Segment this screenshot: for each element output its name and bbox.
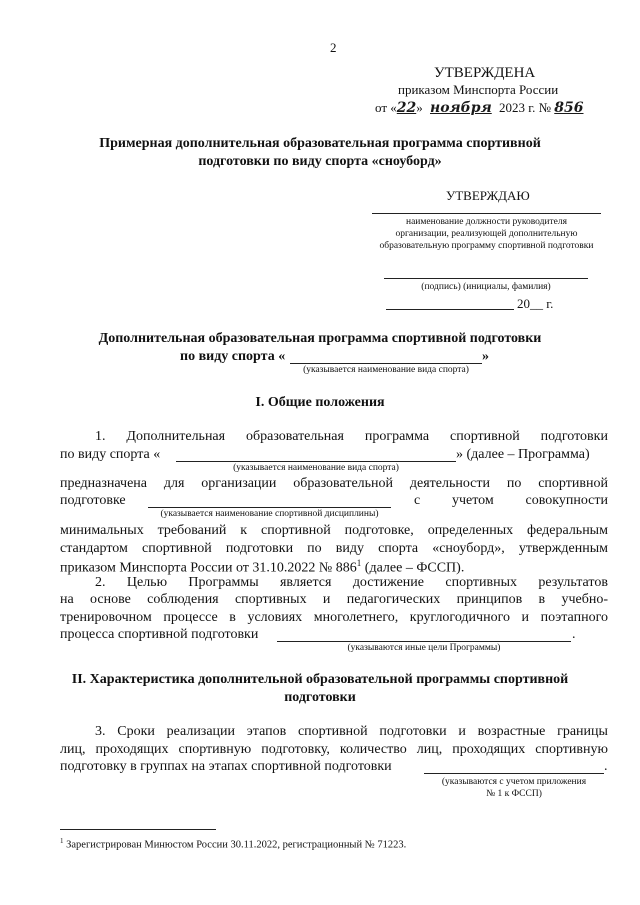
footnote [60,838,406,851]
approve-caption-2: организации, реализующей дополнительную [395,229,578,239]
p3-blank [424,773,604,774]
footnote-text: Зарегистрирован Минюстом России 30.11.2022, регистрационный № 71223. [63,839,407,851]
p2-caption: (указываются иные цели Программы) [347,643,501,653]
p1-line2-suffix: » (далее – Программа) [456,447,590,462]
p3-caption-1: (указываются с учетом приложения [441,777,587,787]
p1-line3: предназначена для организации образовательной деятельности по спортивной [60,476,608,491]
p1-sport-blank [176,461,456,462]
p3-line3: подготовку в группах на этапах спортивной подготовки [60,759,392,774]
p1-line6: стандартом спортивной подготовки по виду спорта «сноуборд», утвержденным [60,541,608,556]
program-heading-prefix: по виду спорта « [180,349,286,364]
approval-order-line: приказом Минспорта России [398,82,559,97]
program-heading-caption: (указывается наименование вида спорта) [303,365,469,375]
approve-position-line [372,213,601,214]
p1-line4-word: подготовке [60,493,126,508]
footnote-separator [60,829,216,830]
p3-line1: 3. Сроки реализации этапов спортивной подготовки и возрастные границы [95,724,608,739]
p2-line4-end: . [572,627,576,642]
program-heading-line1: Дополнительная образовательная программа спортивной подготовки [98,331,542,346]
p3-caption-2: № 1 к ФССП) [486,789,542,799]
signature-caption: (подпись) (инициалы, фамилия) [421,282,551,292]
handwritten-month: ноября [430,100,492,116]
p1-line7: приказом Минспорта России от 31.10.2022 № $886^1$ (далее – ФССП). [60,558,465,576]
section1-heading: I. Общие положения [255,395,385,410]
date-close-quote: » [416,100,423,115]
footnote-ref-mark: 1 [356,558,362,568]
doc-title-line2: подготовки по виду спорта «сноуборд» [198,154,442,169]
p1-discipline-blank [148,507,391,508]
approve-caption-3: образовательную программу спортивной подготовки [379,241,594,251]
p1-line2-prefix: по виду спорта « [60,447,161,462]
p1-line5: минимальных требований к спортивной подготовке, определенных федеральным [60,523,608,538]
section2-heading-line2: подготовки [284,690,356,705]
approve-title: УТВЕРЖДАЮ [446,188,530,203]
p2-line1: 2. Целью Программы является достижение спортивных результатов [95,575,608,590]
p3-line2: лиц, проходящих спортивную подготовку, количество лиц, проходящих спортивную [60,742,608,757]
handwritten-day: 22 [396,100,417,116]
p1-line1: 1. Дополнительная образовательная программа спортивной подготовки [95,429,608,444]
handwritten-order-number: 856 [554,100,584,116]
date-blank-line [386,309,514,310]
signature-line [384,278,588,279]
section2-heading-line1: II. Характеристика дополнительной образовательной программы спортивной [71,672,569,687]
p2-line3: тренировочном процессе в условиях многолетнего, круглогодичного и поэтапного [60,610,608,625]
p1-line4-rest: с учетом совокупности [414,493,608,508]
p1-line2-caption: (указывается наименование вида спорта) [233,463,399,473]
approve-caption-1: наименование должности руководителя [406,217,567,227]
p2-line4: процесса спортивной подготовки [60,627,259,642]
date-year: 2023 г. № [498,100,552,115]
doc-title-line1: Примерная дополнительная образовательная программа спортивной [99,136,541,151]
footnote-mark: 1 [60,837,64,845]
p2-goals-blank [277,641,571,642]
year-suffix: 20__ г. [517,296,554,311]
p2-line2: на основе соблюдения спортивных и педагогических принципов в учебно- [60,592,608,607]
approval-title: УТВЕРЖДЕНА [434,65,536,81]
program-heading-suffix: » [482,349,489,364]
p1-line4-caption: (указывается наименование спортивной дисциплины) [160,509,379,519]
sport-name-blank [290,363,482,364]
page-number: 2 [330,40,337,55]
p3-line3-end: . [604,759,608,774]
approval-date-line [375,100,584,116]
date-open-quote: от « [375,100,397,115]
